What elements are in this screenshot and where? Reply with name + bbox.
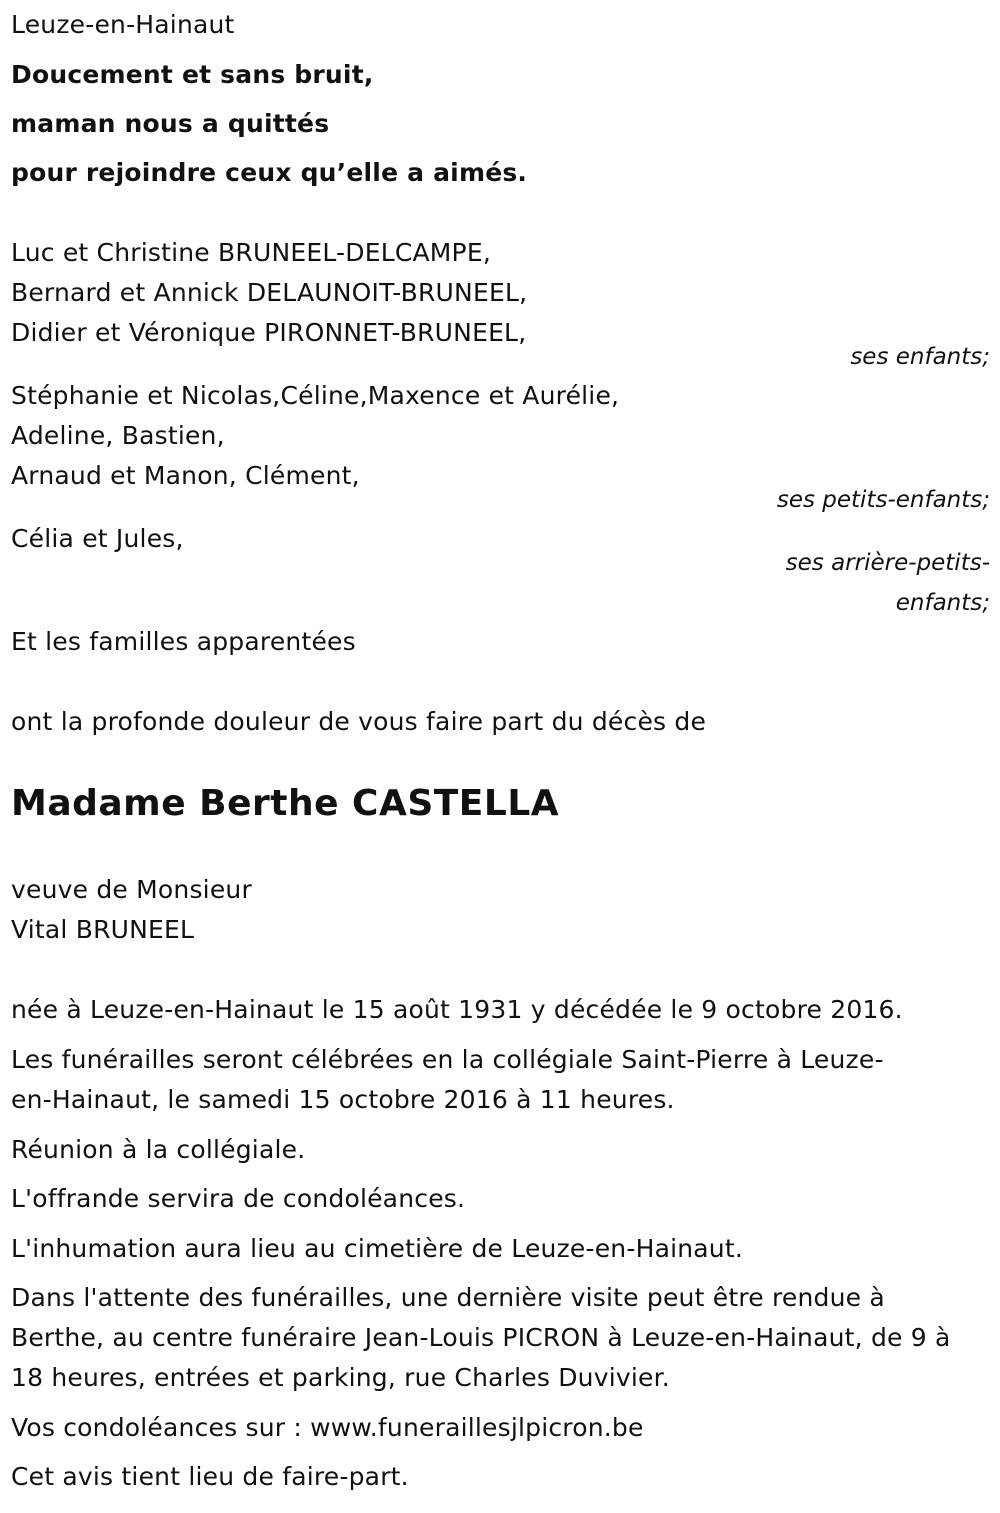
children-line-1: Luc et Christine BRUNEEL-DELCAMPE,: [11, 238, 491, 267]
poem-line-1: Doucement et sans bruit,: [11, 60, 374, 89]
detail-funeral-line-1: Les funérailles seront célébrées en la collégiale Saint-Pierre à Leuze-: [11, 1045, 884, 1074]
widow-of-line-2: Vital BRUNEEL: [11, 915, 195, 944]
grandchildren-label: ses petits-enfants;: [776, 487, 990, 513]
poem-line-3: pour rejoindre ceux qu’elle a aimés.: [11, 158, 528, 187]
children-line-3: Didier et Véronique PIRONNET-BRUNEEL,: [11, 318, 527, 347]
detail-notice: Cet avis tient lieu de faire-part.: [11, 1462, 409, 1491]
poem-line-2: maman nous a quittés: [11, 109, 330, 138]
detail-visit-line-1: Dans l'attente des funérailles, une dernière visite peut être rendue à: [11, 1283, 885, 1312]
grandchildren-line-3: Arnaud et Manon, Clément,: [11, 461, 360, 490]
announcement: ont la profonde douleur de vous faire part du décès de: [11, 707, 707, 736]
detail-meeting: Réunion à la collégiale.: [11, 1135, 306, 1164]
detail-offering: L'offrande servira de condoléances.: [11, 1184, 466, 1213]
families: Et les familles apparentées: [11, 627, 356, 656]
children-label: ses enfants;: [850, 344, 990, 370]
children-line-2: Bernard et Annick DELAUNOIT-BRUNEEL,: [11, 278, 528, 307]
detail-birth-death: née à Leuze-en-Hainaut le 15 août 1931 y décédée le 9 octobre 2016.: [11, 995, 903, 1024]
widow-of-line-1: veuve de Monsieur: [11, 875, 252, 904]
location: Leuze-en-Hainaut: [11, 10, 235, 39]
detail-burial: L'inhumation aura lieu au cimetière de Leuze-en-Hainaut.: [11, 1234, 743, 1263]
grandchildren-line-2: Adeline, Bastien,: [11, 421, 225, 450]
great-grandchildren-label-1: ses arrière-petits-: [785, 550, 990, 576]
deceased-name: Madame Berthe CASTELLA: [11, 783, 560, 824]
detail-condolences-website: Vos condoléances sur : www.funeraillesjlpicron.be: [11, 1413, 644, 1442]
grandchildren-line-1: Stéphanie et Nicolas,Céline,Maxence et Aurélie,: [11, 381, 620, 410]
detail-visit-line-3: 18 heures, entrées et parking, rue Charles Duvivier.: [11, 1363, 670, 1392]
detail-visit-line-2: Berthe, au centre funéraire Jean-Louis PICRON à Leuze-en-Hainaut, de 9 à: [11, 1323, 951, 1352]
great-grandchildren-label-2: enfants;: [895, 590, 990, 616]
detail-funeral-line-2: en-Hainaut, le samedi 15 octobre 2016 à 11 heures.: [11, 1085, 675, 1114]
great-grandchildren-line-1: Célia et Jules,: [11, 524, 184, 553]
